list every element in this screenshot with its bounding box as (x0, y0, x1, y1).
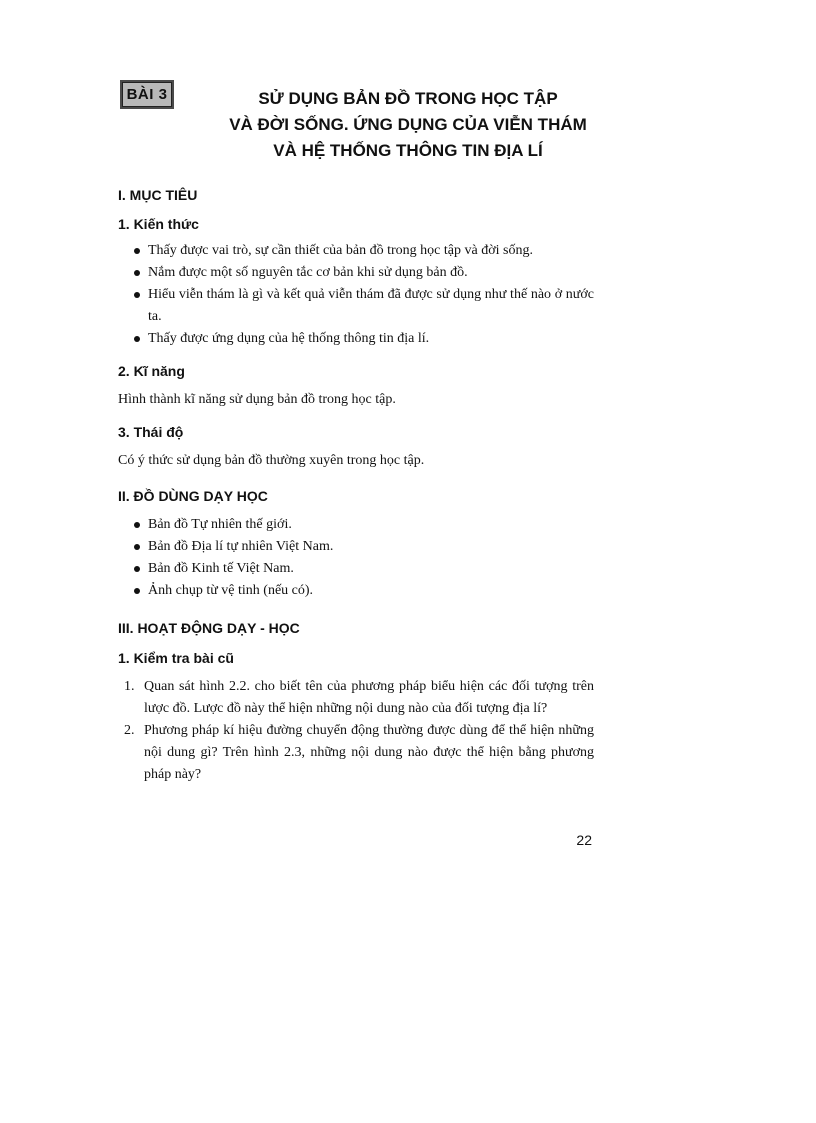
review-questions (118, 676, 594, 786)
lesson-label: BÀI 3 (122, 82, 172, 107)
bullet-icon (134, 544, 140, 550)
title-line-3: VÀ HỆ THỐNG THÔNG TIN ĐỊA LÍ (273, 141, 543, 160)
section-materials-heading: II. ĐỒ DÙNG DẠY HỌC (118, 488, 268, 504)
section-objectives-heading: I. MỤC TIÊU (118, 187, 198, 203)
list-item: 2. Phương pháp kí hiệu đường chuyển động thường được dùng để thể hiện những nội dung gì? Trên hình 2.3, những nội dung nào được thể hiện bằng phương pháp này? (124, 723, 594, 782)
list-item: Hiểu viễn thám là gì và kết quả viễn thám đã được sử dụng như thế nào ở nước ta. (148, 284, 594, 328)
section-activities-heading: III. HOẠT ĐỘNG DẠY - HỌC (118, 620, 300, 636)
title-line-2: VÀ ĐỜI SỐNG. ỨNG DỤNG CỦA VIỄN THÁM (229, 115, 587, 134)
lesson-title (176, 86, 640, 164)
bullet-icon (134, 248, 140, 254)
list-item: 1. Quan sát hình 2.2. cho biết tên của phương pháp biểu hiện các đối tượng trên lược đồ. Lược đồ này thể hiện những nội dung nào của đối tượng địa lí? (124, 679, 594, 716)
list-item: Thấy được vai trò, sự cần thiết của bản đồ trong học tập và đời sống. (148, 240, 594, 262)
bullet-icon (134, 292, 140, 298)
lesson-badge (120, 80, 174, 109)
bullet-icon (134, 336, 140, 342)
list-item: Bản đồ Địa lí tự nhiên Việt Nam. (148, 536, 594, 558)
bullet-icon (134, 522, 140, 528)
skills-heading: 2. Kĩ năng (118, 363, 185, 379)
knowledge-heading: 1. Kiến thức (118, 216, 199, 232)
attitude-text: Có ý thức sử dụng bản đồ thường xuyên trong học tập. (118, 453, 425, 468)
list-item: Ảnh chụp từ vệ tinh (nếu có). (148, 580, 594, 602)
review-heading: 1. Kiểm tra bài cũ (118, 650, 234, 666)
title-line-1: SỬ DỤNG BẢN ĐỒ TRONG HỌC TẬP (258, 89, 558, 108)
list-item: Bản đồ Kinh tế Việt Nam. (148, 558, 594, 580)
list-item: Thấy được ứng dụng của hệ thống thông tin địa lí. (148, 328, 594, 350)
list-item: Bản đồ Tự nhiên thế giới. (148, 514, 594, 536)
list-item: Nắm được một số nguyên tắc cơ bản khi sử dụng bản đồ. (148, 262, 594, 284)
skills-text: Hình thành kĩ năng sử dụng bản đồ trong học tập. (118, 392, 396, 407)
materials-list (118, 514, 594, 602)
lesson-content (118, 186, 594, 786)
knowledge-list (118, 240, 594, 350)
bullet-icon (134, 270, 140, 276)
bullet-icon (134, 566, 140, 572)
page-number: 22 (576, 832, 592, 848)
attitude-heading: 3. Thái độ (118, 424, 184, 440)
bullet-icon (134, 588, 140, 594)
